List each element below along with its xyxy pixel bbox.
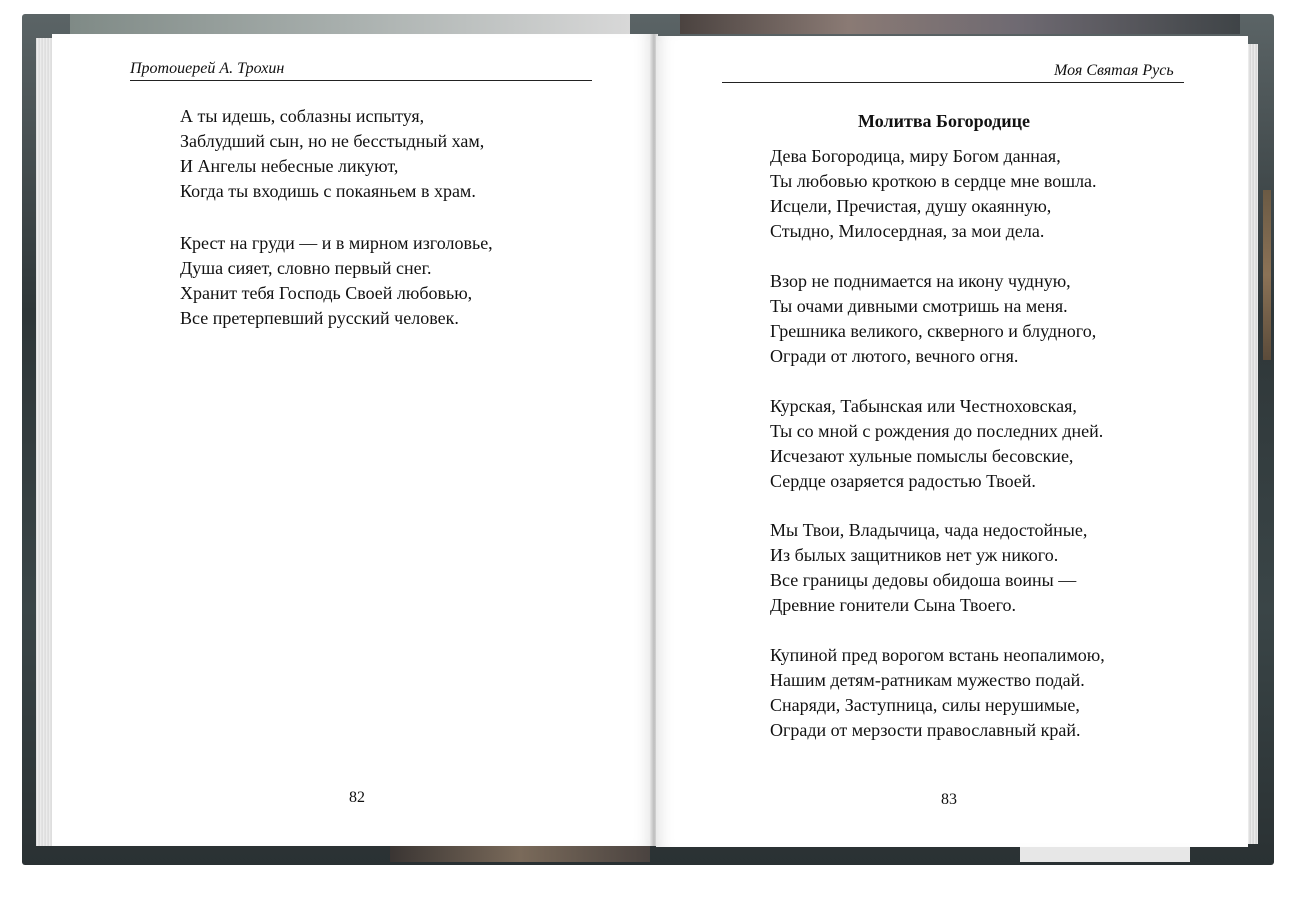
verse-line: Ты очами дивными смотришь на меня. [770,296,1068,316]
verse-line: Заблудший сын, но не бесстыдный хам, [180,131,485,151]
verse-line: Когда ты входишь с покаяньем в храм. [180,181,476,201]
right-stanza-2 [770,269,1096,369]
verse-line: А ты идешь, соблазны испытуя, [180,106,425,126]
right-page-number: 83 [941,791,957,808]
cover-edge-top-left [70,14,630,34]
cover-edge-top-right [680,14,1240,34]
verse-line: Исчезают хульные помыслы бесовские, [770,446,1074,466]
verse-line: Ты со мной с рождения до последних дней. [770,421,1104,441]
verse-line: Мы Твои, Владычица, чада недостойные, [770,520,1088,540]
verse-line: Все границы дедовы обидоша воины — [770,570,1077,590]
verse-line: Душа сияет, словно первый снег. [180,258,432,278]
verse-line: Взор не поднимается на икону чудную, [770,271,1071,291]
right-stanza-3 [770,394,1103,494]
left-header-rule [130,80,592,81]
verse-line: Ты любовью кроткою в сердце мне вошла. [770,171,1097,191]
verse-line: Курская, Табынская или Честноховская, [770,396,1077,416]
poem-title: Молитва Богородице [858,111,1031,131]
verse-line: Огради от мерзости православный край. [770,720,1081,740]
verse-line: Дева Богородица, миру Богом данная, [770,146,1061,166]
left-running-header: Протоиерей А. Трохин [130,60,285,77]
verse-line: Крест на груди — и в мирном изголовье, [180,233,493,253]
verse-line: Снаряди, Заступница, силы нерушимые, [770,695,1080,715]
verse-line: Хранит тебя Господь Своей любовью, [180,283,473,303]
verse-line: Сердце озаряется радостью Твоей. [770,471,1036,491]
right-stanza-1 [770,144,1097,244]
right-stanza-5 [770,643,1105,743]
cover-edge-bottom [390,846,650,862]
cover-edge-right [1263,190,1271,360]
verse-line: Грешника великого, скверного и блудного, [770,321,1097,341]
left-stanza-2 [180,231,493,331]
right-stanza-4 [770,518,1087,618]
verse-line: Купиной пред ворогом встань неопалимою, [770,645,1105,665]
verse-line: Нашим детям-ратникам мужество подай. [770,670,1085,690]
left-stanza-1 [180,104,484,204]
verse-line: И Ангелы небесные ликуют, [180,156,399,176]
verse-line: Исцели, Пречистая, душу окаянную, [770,196,1052,216]
verse-line: Из былых защитников нет уж никого. [770,545,1059,565]
verse-line: Стыдно, Милосердная, за мои дела. [770,221,1045,241]
left-page-number: 82 [349,789,365,806]
verse-line: Все претерпевший русский человек. [180,308,459,328]
right-running-header: Моя Святая Русь [1054,62,1174,79]
cover-edge-bottom-right [1020,846,1190,862]
verse-line: Огради от лютого, вечного огня. [770,346,1019,366]
right-header-rule [722,82,1184,83]
verse-line: Древние гонители Сына Твоего. [770,595,1017,615]
